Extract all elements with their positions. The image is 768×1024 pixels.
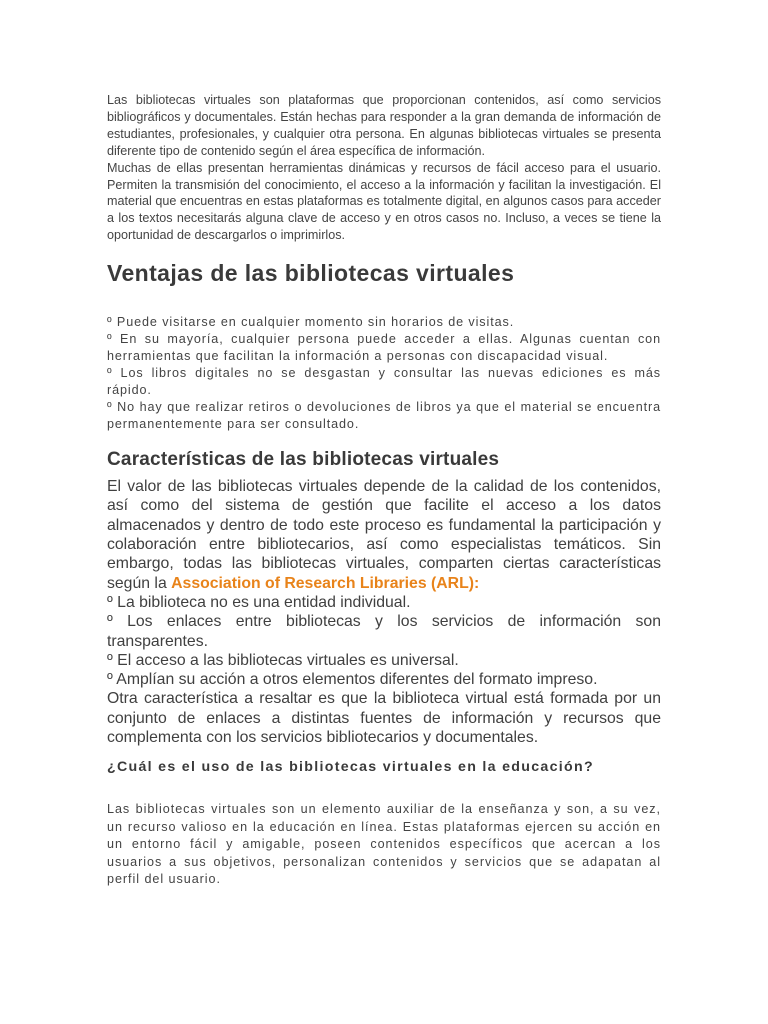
ventajas-item: º No hay que realizar retiros o devoluciones de libros ya que el material se encuentra permanentemente para ser consultado.: [107, 400, 661, 432]
intro-paragraph-2: Muchas de ellas presentan herramientas dinámicas y recursos de fácil acceso para el usuario. Permiten la transmisión del conocimiento, el acceso a la información y facilitan la investigación. El material que encuentras en estas plataformas es totalmente digital, en algunos casos para acceder a los textos necesitarás alguna clave de acceso y en otros casos no. Incluso, a veces se tiene la oportunidad de descargarlos o imprimirlos.: [107, 160, 661, 243]
uso-heading: ¿Cuál es el uso de las bibliotecas virtuales en la educación?: [107, 759, 594, 776]
caracteristicas-item: º Amplían su acción a otros elementos diferentes del formato impreso.: [107, 671, 598, 689]
ventajas-item: º Los libros digitales no se desgastan y consultar las nuevas ediciones es más rápido.: [107, 366, 661, 398]
caracteristicas-closing: Otra característica a resaltar es que la biblioteca virtual está formada por un conjunto de enlaces a distintas fuentes de información y recursos que complementa con los servicios bibliotecarios y documentales.: [107, 690, 661, 747]
uso-paragraph: Las bibliotecas virtuales son un elemento auxiliar de la enseñanza y son, a su vez, un recurso valioso en la educación en línea. Estas plataformas ejercen su acción en un entorno fácil y amigable, poseen contenidos específicos que acercan a los usuarios a sus objetivos, personalizan contenidos y servicios que se adapatan al perfil del usuario.: [107, 802, 661, 886]
document-page: [107, 92, 661, 888]
arl-link[interactable]: Association of Research Libraries (ARL):: [171, 574, 480, 592]
ventajas-list: [107, 314, 661, 433]
ventajas-item: º Puede visitarse en cualquier momento sin horarios de visitas.: [107, 315, 515, 330]
caracteristicas-intro-text: El valor de las bibliotecas virtuales depende de la calidad de los contenidos, así como del sistema de gestión que facilite el acceso a los datos almacenados y dentro de todo este proceso es fundamental la participación y colaboración entre bibliotecarios, así como especialistas temáticos. Sin embargo, todas las bibliotecas virtuales, comparten ciertas características según la: [107, 478, 661, 592]
caracteristicas-item: º Los enlaces entre bibliotecas y los servicios de información son transparentes.: [107, 613, 661, 650]
ventajas-heading: Ventajas de las bibliotecas virtuales: [107, 260, 515, 287]
caracteristicas-section: [107, 477, 661, 747]
caracteristicas-item: º La biblioteca no es una entidad individual.: [107, 593, 411, 611]
ventajas-item: º En su mayoría, cualquier persona puede acceder a ellas. Algunas cuentan con herramientas que facilitan la información a personas con discapacidad visual.: [107, 332, 661, 364]
uso-section: [107, 801, 661, 888]
caracteristicas-intro: [107, 477, 661, 593]
intro-section: [107, 92, 661, 244]
caracteristicas-heading: Características de las bibliotecas virtuales: [107, 449, 500, 471]
intro-paragraph-1: Las bibliotecas virtuales son plataformas que proporcionan contenidos, así como servicios bibliográficos y documentales. Están hechas para responder a la gran demanda de información de estudiantes, profesionales, y cualquier otra persona. En algunas bibliotecas virtuales se presenta diferente tipo de contenido según el área específica de información.: [107, 93, 661, 158]
caracteristicas-item: º El acceso a las bibliotecas virtuales es universal.: [107, 651, 459, 669]
